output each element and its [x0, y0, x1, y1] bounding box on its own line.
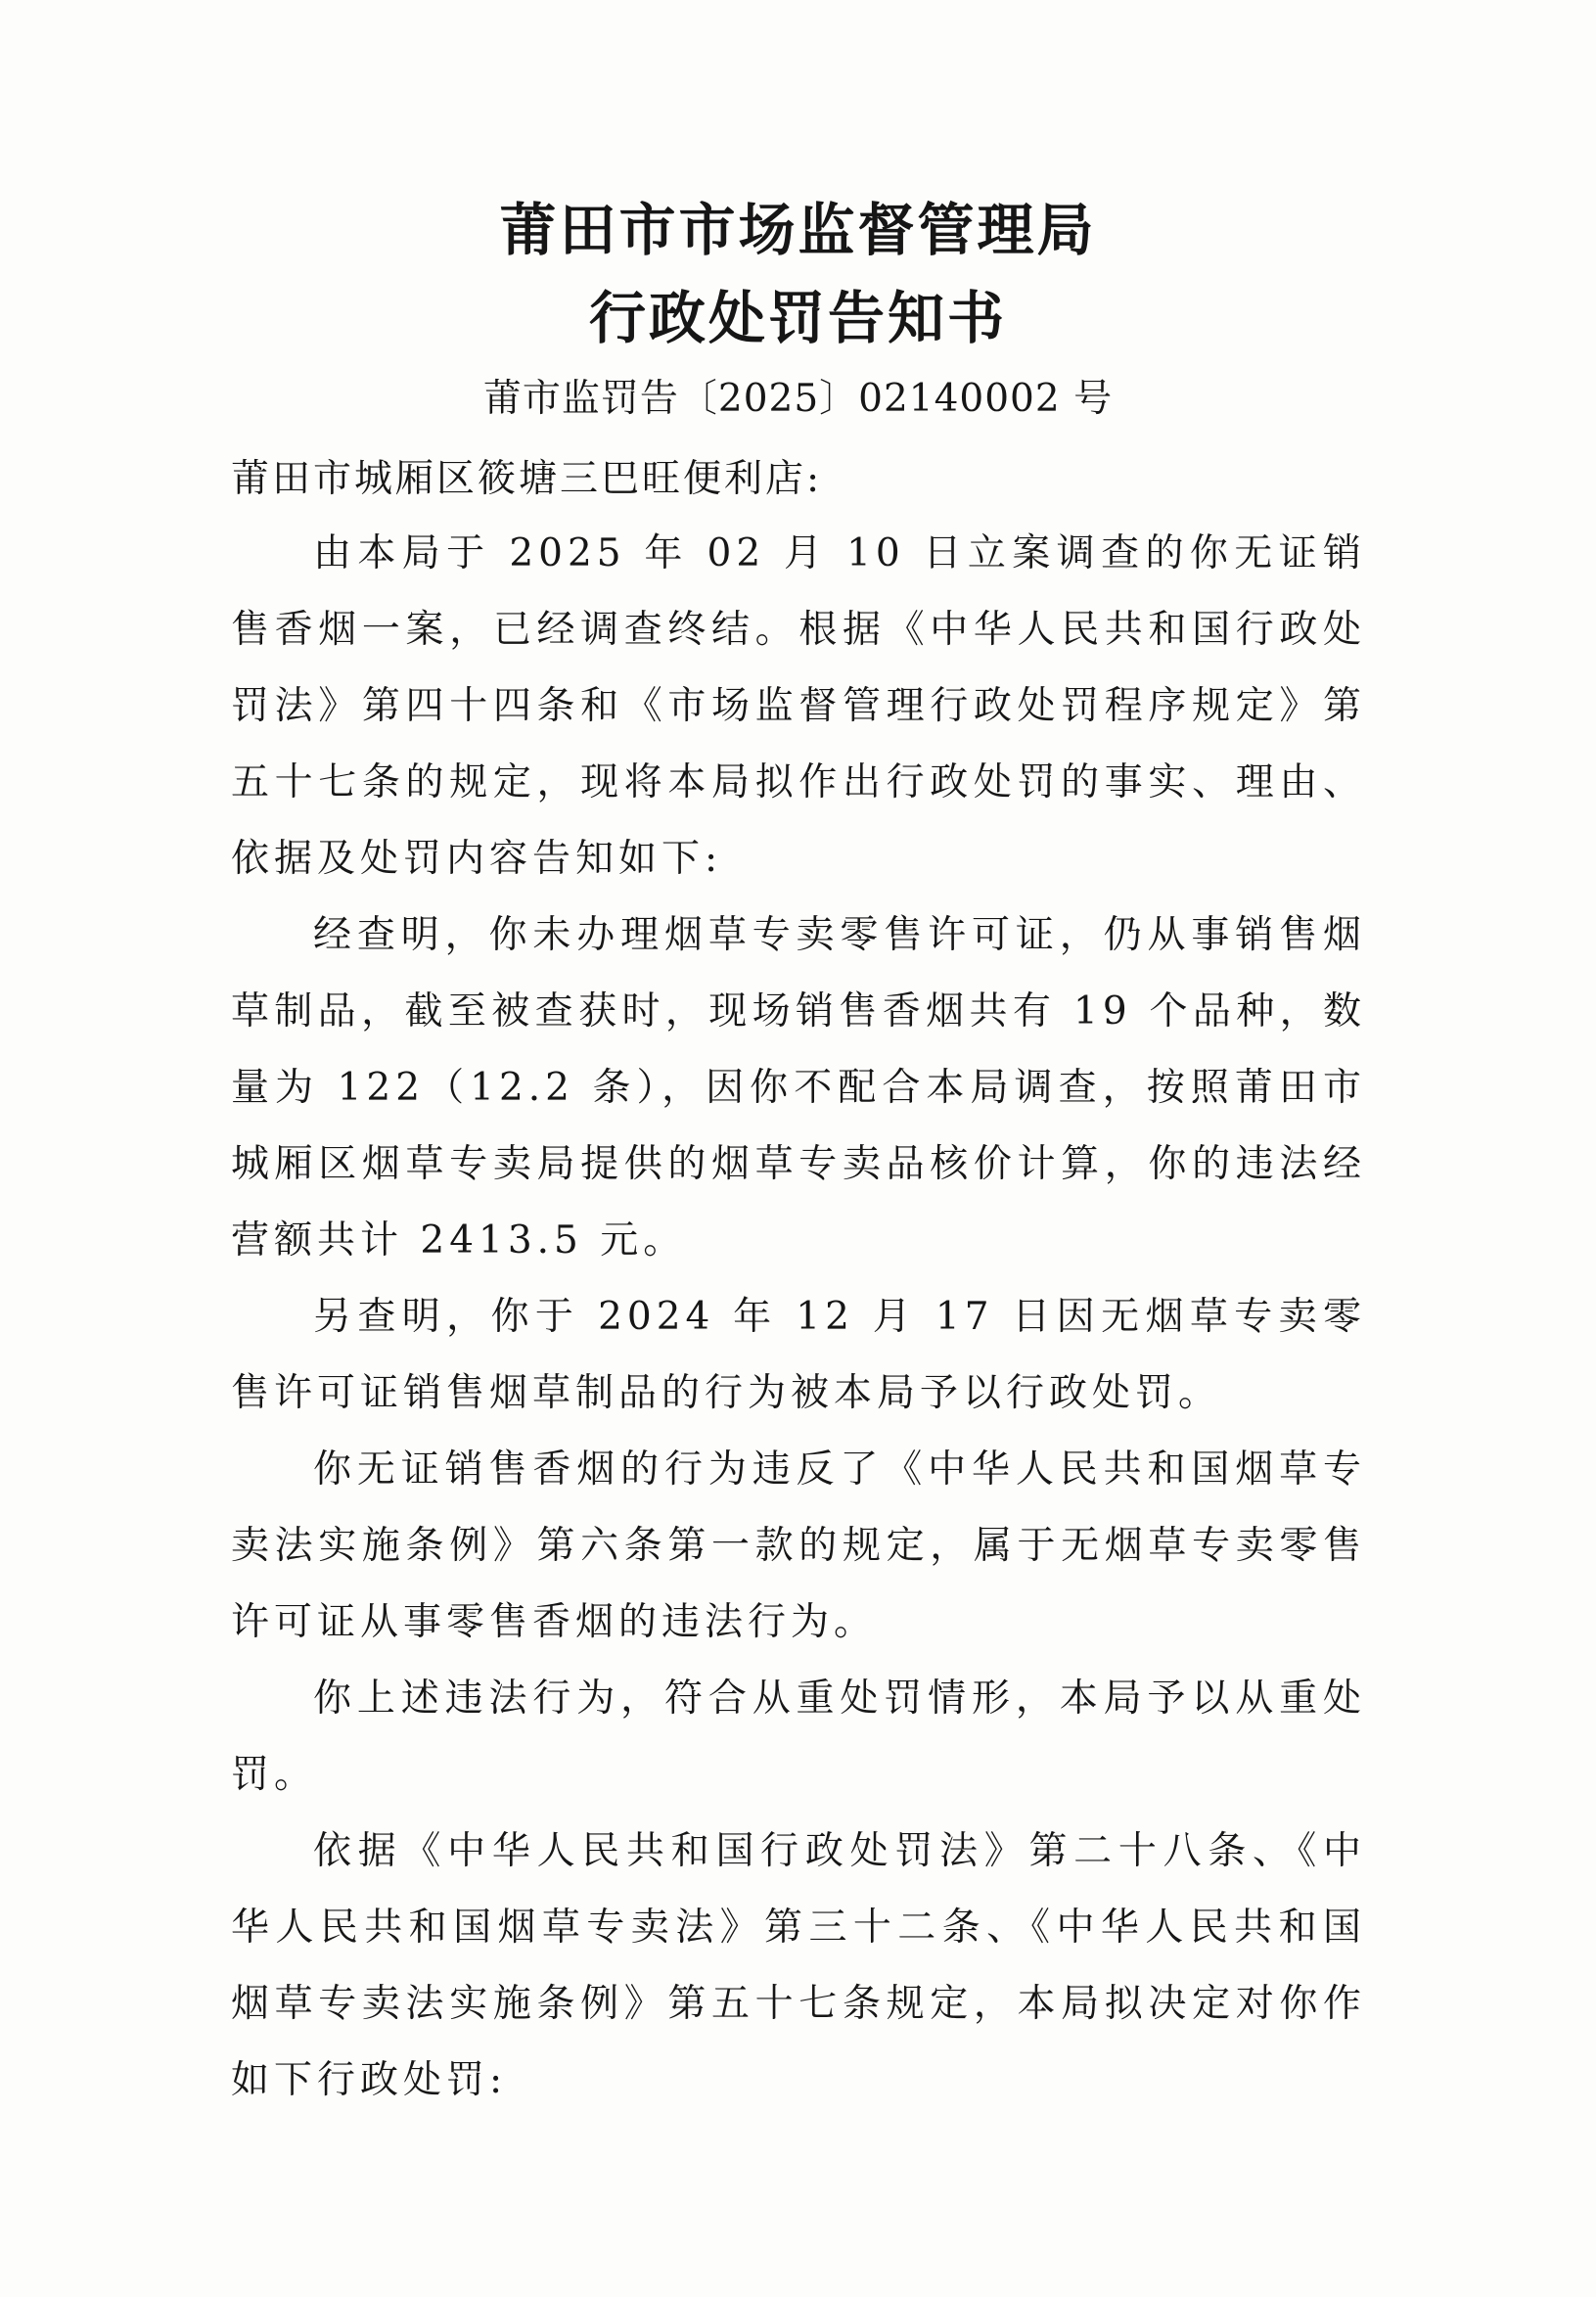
- paragraph-legal-basis: 依据《中华人民共和国行政处罚法》第二十八条、《中华人民共和国烟草专卖法》第三十二条、《中华人民共和国烟草专卖法实施条例》第五十七条规定，本局拟决定对你作如下行政处罚:: [231, 1829, 1366, 2102]
- document-title-line1: 莆田市市场监督管理局: [499, 197, 1097, 263]
- addressee: 莆田市城厢区筱塘三巴旺便利店:: [231, 457, 823, 501]
- paragraph-findings: 经查明，你未办理烟草专卖零售许可证，仍从事销售烟草制品，截至被查获时，现场销售香烟共有 19 个品种，数量为 122（12.2 条），因你不配合本局调查，按照莆田市城厢区烟草专卖局提供的烟草专卖品核价计算，你的违法经营额共计 2413.5 元。: [231, 913, 1366, 1263]
- document-number: 莆市监罚告〔2025〕02140002 号: [482, 377, 1114, 421]
- paragraph-aggravation: 你上述违法行为，符合从重处罚情形，本局予以从重处罚。: [231, 1677, 1366, 1797]
- paragraph-case-notice: 由本局于 2025 年 02 月 10 日立案调查的你无证销售香烟一案，已经调查终结。根据《中华人民共和国行政处罚法》第四十四条和《市场监督管理行政处罚程序规定》第五十七条的规定，现将本局拟作出行政处罚的事实、理由、依据及处罚内容告知如下:: [231, 531, 1366, 881]
- paragraph-prior-penalty: 另查明，你于 2024 年 12 月 17 日因无烟草专卖零售许可证销售烟草制品的行为被本局予以行政处罚。: [231, 1295, 1366, 1415]
- document-body: [231, 516, 1366, 2119]
- document-title-line2: 行政处罚告知书: [588, 285, 1007, 351]
- paragraph-violation: 你无证销售香烟的行为违反了《中华人民共和国烟草专卖法实施条例》第六条第一款的规定，属于无烟草专卖零售许可证从事零售香烟的违法行为。: [231, 1447, 1366, 1644]
